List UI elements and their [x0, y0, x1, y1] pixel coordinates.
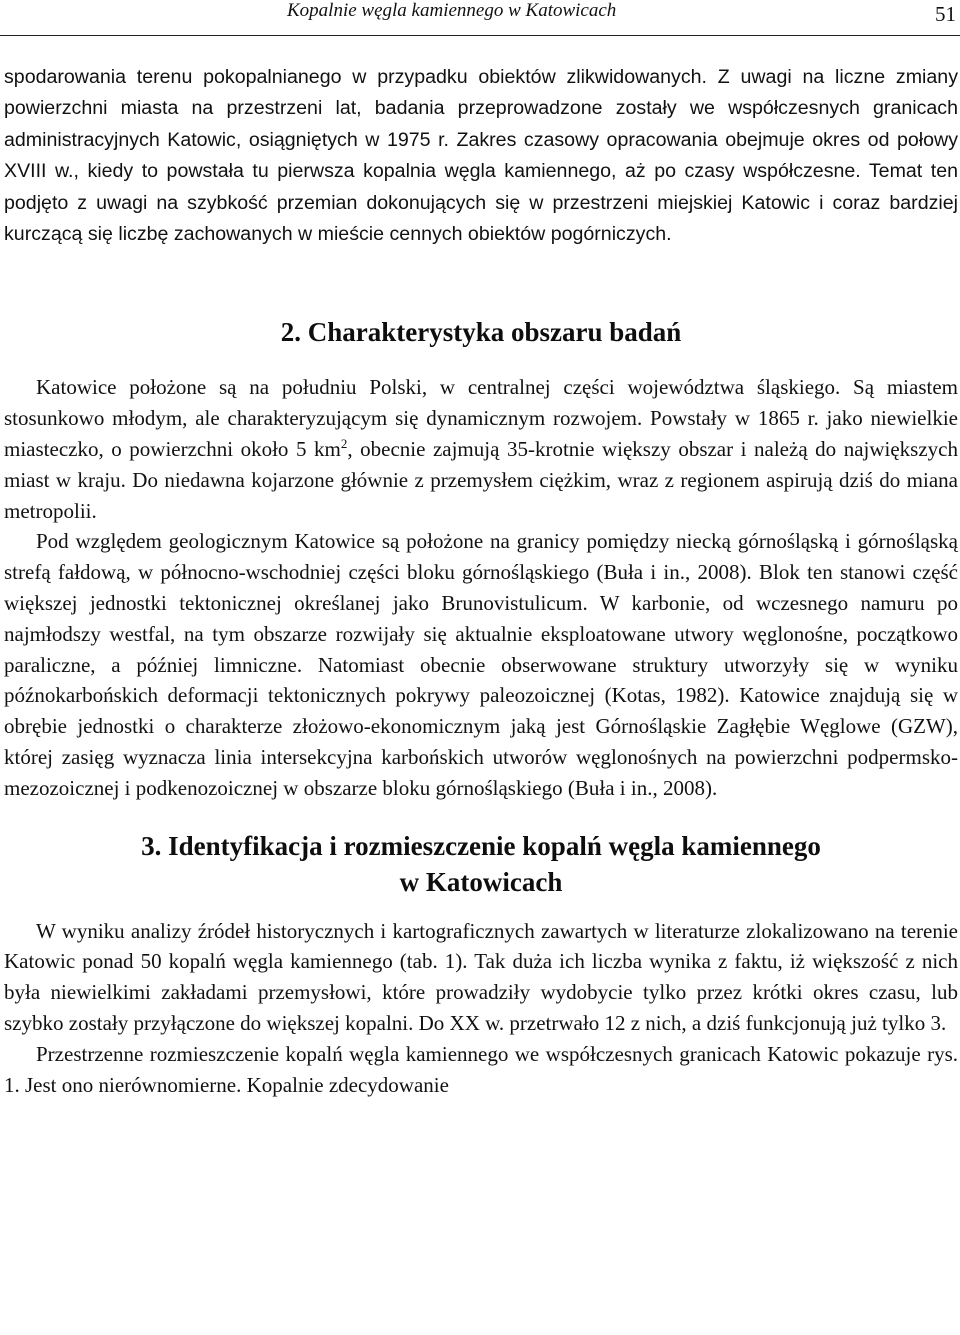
section-3-heading-line-1: 3. Identyfikacja i rozmieszczenie kopalń węgla kamiennego [141, 830, 821, 861]
page-number: 51 [935, 2, 956, 26]
header-rule [0, 35, 960, 36]
section-3-heading-line-2: w Katowicach [399, 866, 563, 897]
section-2-paragraph-1-text: Katowice położone są na południu Polski, w centralnej części województwa śląskiego. Są miastem stosunkowo młodym, ale charakteryzującym się dynamicznym rozwojem. Powstały w 1865 r. jako niewielkie miasteczko, o powierzchni około 5 km [4, 375, 958, 462]
section-3-paragraph-2: Przestrzenne rozmieszczenie kopalń węgla kamiennego we współczesnych granicach Katowic pokazuje rys. 1. Jest ono nierównomierne. Kopalnie zdecydowanie [4, 1041, 958, 1097]
section-2-heading: 2. Charakterystyka obszaru badań [280, 317, 682, 348]
section-2-paragraph-1-text-cont: , obecnie zajmują 35-krotnie większy obszar i należą do największych miast w kraju. Do niedawna kojarzone głównie z przemysłem ciężkim, wraz z regionem aspirują dziś do miana metropolii. [4, 437, 958, 523]
page-body [4, 62, 958, 1100]
section-2-paragraph-1 [4, 372, 958, 526]
section-3-paragraph-1: W wyniku analizy źródeł historycznych i kartograficznych zawartych w literaturze zlokalizowano na terenie Katowic ponad 50 kopalń węgla kamiennego (tab. 1). Tak duża ich liczba wynika z faktu, iż większość z nich była niewielkimi zakładami przemysłowi, które prowadziły wydobycie tylko przez krótki okres czasu, lub szybko zostały przyłączone do większej kopalni. Do XX w. przetrwało 12 z nich, a dziś funkcjonują już tylko 3. [4, 918, 958, 1035]
intro-paragraph: spodarowania terenu pokopalnianego w przypadku obiektów zlikwidowanych. Z uwagi na liczne zmiany powierzchni miasta na przestrzeni lat, badania przeprowadzone zostały we współczesnych granicach administracyjnych Katowic, osiągniętych w 1975 r. Zakres czasowy opracowania obejmuje okres od połowy XVIII w., kiedy to powstała tu pierwsza kopalnia węgla kamiennego, aż po czasy współczesne. Temat ten podjęto z uwagi na szybkość przemian dokonujących się w przestrzeni miejskiej Katowic i coraz bardziej kurczącą się liczbę zachowanych w mieście cennych obiektów pogórniczych. [4, 66, 958, 246]
section-3-heading [4, 828, 958, 900]
running-title: Kopalnie węgla kamiennego w Katowicach [287, 0, 617, 21]
superscript-2: 2 [340, 436, 348, 452]
page-header [0, 0, 960, 36]
section-2-paragraph-2: Pod względem geologicznym Katowice są położone na granicy pomiędzy niecką górnośląską i górnośląską strefą fałdową, w północno-wschodniej części bloku górnośląskiego (Buła i in., 2008). Blok ten stanowi część większej jednostki tektonicznej określanej jako Brunovistulicum. W karbonie, od wczesnego namuru po najmłodszy westfal, na tym obszarze rozwijały się aktualnie eksploatowane utwory węglonośne, początkowo paraliczne, a później limniczne. Natomiast obecnie obserwowane struktury utworzyły się w wyniku późnokarbońskich deformacji tektonicznych pokrywy paleozoicznej (Kotas, 1982). Katowice znajdują się w obrębie jednostki o charakterze złożowo-ekonomicznym jaką jest Górnośląskie Zagłębie Węglowe (GZW), której zasięg wyznacza linia intersekcyjna karbońskich utworów węglonośnych na powierzchni podpermsko-mezozoicznej i podkenozoicznej w obszarze bloku górnośląskiego (Buła i in., 2008). [4, 529, 958, 800]
